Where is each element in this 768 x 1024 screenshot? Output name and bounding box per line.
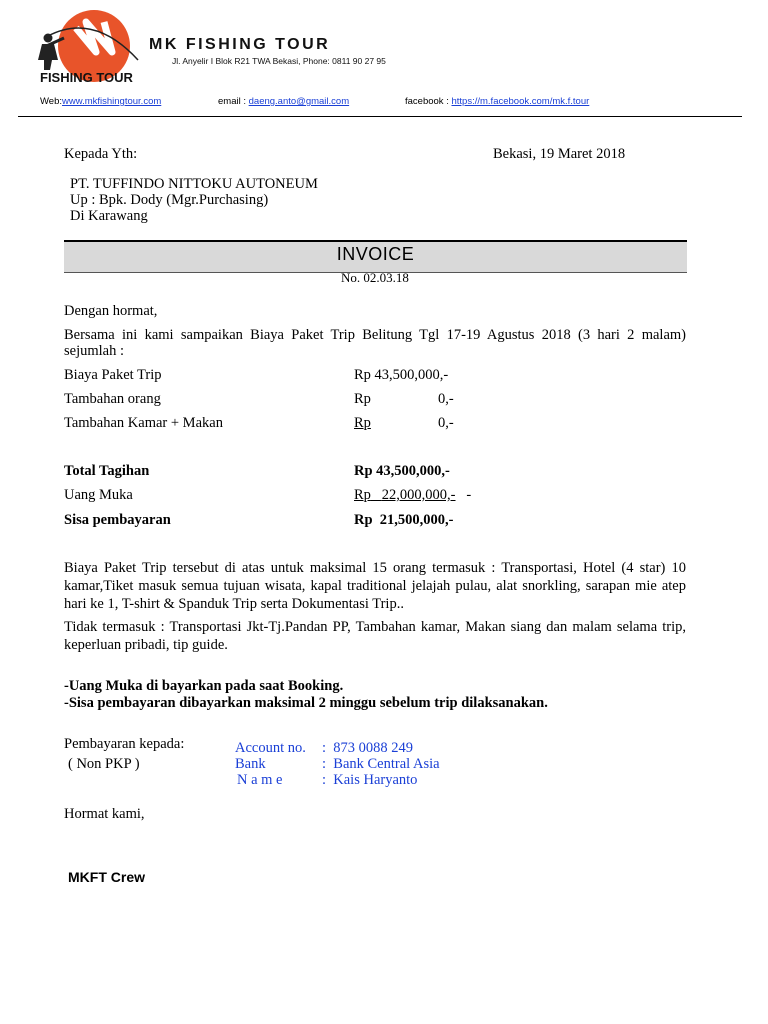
bank-key: Bank [235,756,266,772]
total-label: Total Tagihan [64,463,150,479]
payment-label: Pembayaran kepada: [64,736,185,752]
amount-text: 22,000,000,- [381,487,456,503]
closing-salutation: Hormat kami, [64,806,145,822]
greeting-label: Kepada Yth: [64,146,138,162]
invoice-title-band [64,240,687,273]
line-item-label: Biaya Paket Trip [64,367,162,383]
remaining-label: Sisa pembayaran [64,512,171,528]
web-label: Web: [40,96,63,107]
name-key: N a m e [237,772,283,788]
recipient-attention: Up : Bpk. Dody (Mgr.Purchasing) [70,192,269,208]
company-logo [34,8,142,88]
header-divider [18,116,742,117]
invoice-number: No. 02.03.18 [341,270,409,285]
amount-value: 0,- [438,391,454,407]
email-line [218,96,349,107]
down-payment-amount [354,487,471,504]
down-payment-value [354,487,456,503]
recipient-company: PT. TUFFINDO NITTOKU AUTONEUM [70,176,318,192]
recipient-location: Di Karawang [70,208,148,224]
name-value: : Kais Haryanto [322,772,418,788]
letter-date: Bekasi, 19 Maret 2018 [493,146,626,162]
signature-name: MKFT Crew [68,869,145,885]
tax-status: ( Non PKP ) [68,756,140,772]
facebook-line [405,96,589,107]
total-amount: Rp 43,500,000,- [354,463,450,479]
payment-note-1: -Uang Muka di bayarkan pada saat Booking. [64,678,344,694]
account-key: Account no. [235,740,306,756]
amount-value: 0,- [438,415,454,431]
currency-label: Rp [354,391,371,407]
line-item-label: Tambahan Kamar + Makan [64,415,223,431]
company-name: MK FISHING TOUR [149,36,331,53]
invoice-title: INVOICE [336,244,415,264]
payment-note-2: -Sisa pembayaran dibayarkan maksimal 2 minggu sebelum trip dilaksanakan. [64,695,548,711]
line-item-amount [354,367,448,384]
intro-paragraph: Bersama ini kami sampaikan Biaya Paket Trip Belitung Tgl 17-19 Agustus 2018 (3 hari 2 malam) sejumlah : [64,327,686,359]
currency-label: Rp [354,367,371,383]
currency-text: Rp [354,415,371,431]
bank-value: : Bank Central Asia [322,756,440,772]
amount-value: 43,500,000,- [374,367,449,383]
excludes-paragraph: Tidak termasuk : Transportasi Jkt-Tj.Pandan PP, Tambahan kamar, Makan siang dan malam selama trip, keperluan pribadi, tip guide. [64,619,686,653]
facebook-label: facebook : [405,96,452,107]
down-payment-label: Uang Muka [64,487,133,503]
email-link[interactable]: daeng.anto@gmail.com [248,96,350,107]
currency-label [354,415,384,432]
line-item-label: Tambahan orang [64,391,161,407]
includes-paragraph: Biaya Paket Trip tersebut di atas untuk maksimal 15 orang termasuk : Transportasi, Hotel (4 star) 10 kamar,Tiket masuk semua tujuan wisata, kapal traditional jelajah pulau, alat snorkling, sarapan mie atep hari ke 1, T-shirt & Spanduk Trip serta Dokumentasi Trip.. [64,560,686,612]
contact-line [40,96,161,107]
logo-text: FISHING TOUR [40,70,133,85]
minus-sign: - [466,487,472,503]
currency-text: Rp [354,487,371,503]
email-label: email : [218,96,249,107]
opening-salutation: Dengan hormat, [64,303,158,319]
web-link[interactable]: www.mkfishingtour.com [62,96,162,107]
company-address: Jl. Anyelir I Blok R21 TWA Bekasi, Phone: 0811 90 27 95 [172,56,386,66]
facebook-link[interactable]: https://m.facebook.com/mk.f.tour [451,96,590,107]
remaining-amount: Rp 21,500,000,- [354,512,454,528]
account-value: : 873 0088 249 [322,740,414,756]
